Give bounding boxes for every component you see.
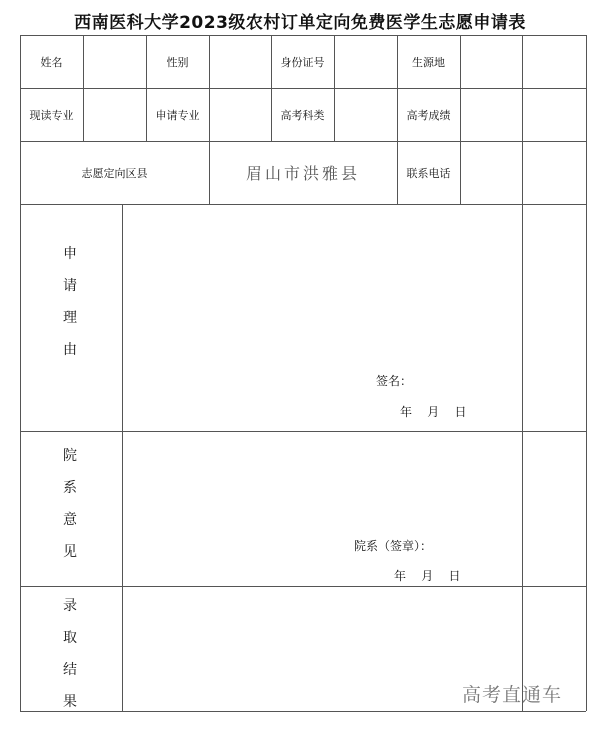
reason-label [60,238,80,366]
label-char: 意 [63,512,77,528]
label-char: 结 [63,662,77,678]
county-value: 眉山市洪雅县 [245,164,360,183]
phone-label: 联系电话 [406,166,451,180]
exam-category-label: 高考科类 [280,108,325,122]
label-char: 理 [63,310,77,326]
row-divider [20,431,586,432]
name-label: 姓名 [40,55,63,69]
col-divider [122,204,123,711]
dept-opinion-label [60,440,80,568]
col-divider [83,35,84,141]
reason-date: 年 月 日 [400,405,467,419]
row-divider [20,204,586,205]
row-divider [20,586,586,587]
id-number-label: 身份证号 [280,55,325,69]
exam-score-label: 高考成绩 [406,108,451,122]
col-divider [522,35,523,711]
county-label: 志愿定向区县 [81,166,148,180]
current-major-label: 现读专业 [29,108,74,122]
gender-label: 性别 [166,55,189,69]
label-char: 录 [63,598,77,614]
form-title: 西南医科大学2023级农村订单定向免费医学生志愿申请表 [74,13,526,33]
table-border-right [586,35,587,711]
col-divider [460,35,461,204]
label-char: 见 [63,544,77,560]
label-char: 院 [63,448,77,464]
applied-major-label: 申请专业 [155,108,200,122]
dept-date: 年 月 日 [394,569,461,583]
label-char: 申 [63,246,77,262]
label-char: 系 [63,480,77,496]
label-char: 果 [63,694,77,710]
dept-seal-label: 院系（签章）： [354,539,433,553]
table-border-bottom [20,711,586,712]
label-char: 请 [63,278,77,294]
label-char: 取 [63,630,77,646]
signature-label: 签名： [376,374,413,388]
label-char: 由 [63,342,77,358]
col-divider [334,35,335,141]
origin-label: 生源地 [412,55,445,69]
watermark: 高考直通车 [462,684,563,706]
admission-result-label [60,590,80,718]
